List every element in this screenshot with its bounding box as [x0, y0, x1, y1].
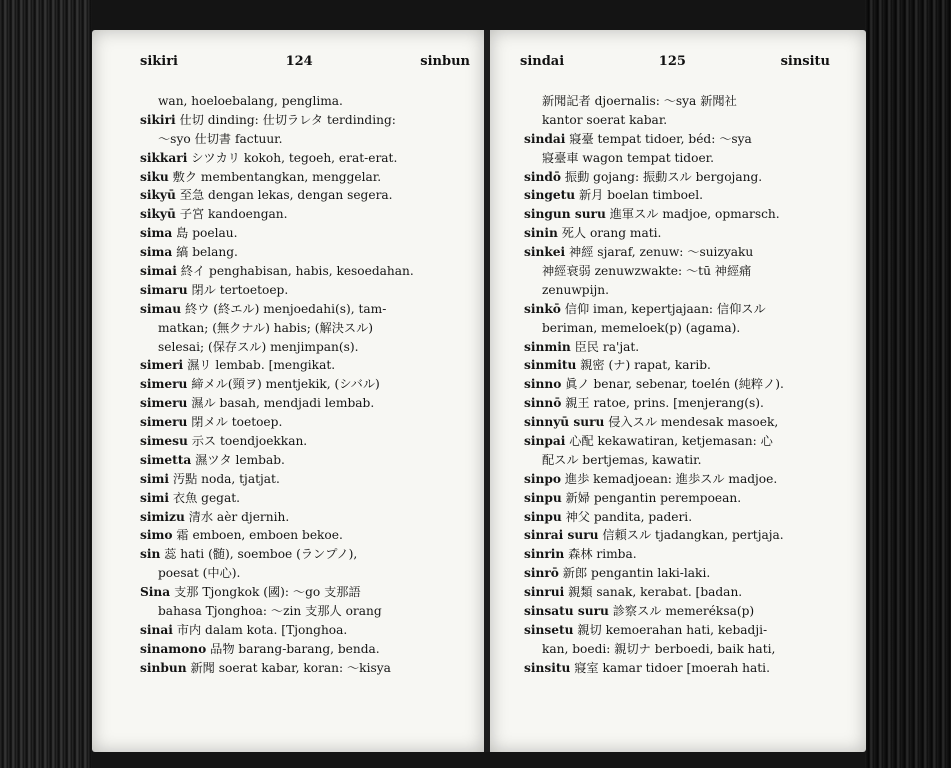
entry-headword: sin [140, 547, 161, 562]
dictionary-line [524, 356, 784, 375]
entry-headword: simai [140, 264, 177, 279]
entry-headword: sinai [140, 622, 173, 637]
entry-headword: sinmin [524, 339, 571, 354]
dictionary-line [140, 111, 414, 130]
right-guide-word-end: sinsitu [780, 54, 830, 69]
dictionary-line [140, 205, 414, 224]
entry-headword: sindō [524, 169, 562, 184]
entry-headword: simeri [140, 358, 184, 373]
entry-headword: sinbun [140, 660, 187, 675]
entry-definition: 閉ル tertoetoep. [187, 282, 289, 297]
entry-definition: 示ス toendjoekkan. [187, 434, 308, 449]
entry-definition: matkan; (無クナル) habis; (解決スル) [158, 320, 374, 335]
dictionary-line [524, 489, 784, 508]
entry-headword: sikkari [140, 150, 188, 165]
entry-definition: 心配 kekawatiran, ketjemasan: 心 [565, 434, 773, 449]
dictionary-line [524, 243, 784, 262]
entry-definition: 診察スル memeréksa(p) [608, 604, 755, 619]
entry-headword: simau [140, 301, 182, 316]
dictionary-line [140, 319, 414, 338]
dictionary-line [140, 659, 414, 678]
left-guide-word-start: sikiri [140, 54, 178, 69]
dictionary-line [524, 338, 784, 357]
entry-definition: 濕ツタ lembab. [191, 452, 285, 467]
entry-definition: 親王 ratoe, prins. [menjerang(s). [561, 396, 764, 411]
dictionary-line [524, 583, 784, 602]
dictionary-line [140, 489, 414, 508]
entry-headword: sinnyū suru [524, 415, 605, 430]
dictionary-line [140, 602, 414, 621]
dictionary-line [140, 262, 414, 281]
entry-definition: 信仰 iman, kepertjajaan: 信仰スル [560, 301, 766, 316]
right-page-number: 125 [658, 54, 686, 69]
entry-definition: 縞 belang. [172, 245, 238, 260]
entry-headword: sinpu [524, 490, 562, 505]
dictionary-line [524, 526, 784, 545]
entry-headword: simizu [140, 509, 185, 524]
dictionary-line [524, 413, 784, 432]
dictionary-line [140, 583, 414, 602]
entry-headword: siku [140, 169, 169, 184]
entry-definition: 終ウ (終エル) menjoedahi(s), tam- [181, 301, 387, 316]
entry-headword: Sina [140, 585, 171, 600]
entry-definition: 衣魚 gegat. [169, 490, 241, 505]
left-page [92, 30, 484, 752]
entry-definition: wan, hoeloebalang, penglima. [158, 94, 343, 108]
entry-definition: zenuwpijn. [542, 282, 609, 297]
entry-definition: 神經 sjaraf, zenuw: ～suizyaku [565, 245, 754, 260]
entry-headword: sikyū [140, 188, 176, 203]
entry-definition: 親切 kemoerahan hati, kebadji- [573, 622, 768, 637]
left-guide-word-end: sinbun [420, 54, 470, 69]
entry-definition: 至急 dengan lekas, dengan segera. [175, 188, 393, 203]
entry-definition: 新聞記者 djoernalis: ～sya 新聞社 [542, 94, 737, 108]
entry-headword: sinsitu [524, 660, 571, 675]
entry-headword: sinrai suru [524, 528, 599, 543]
dictionary-line [140, 338, 414, 357]
dictionary-line [524, 224, 784, 243]
entry-headword: sinsetu [524, 622, 574, 637]
entry-headword: simo [140, 528, 173, 543]
entry-definition: 締メル(頸ヲ) mentjekik, (シバル) [187, 377, 380, 392]
entry-definition: 振動 gojang: 振動スル bergojang. [561, 169, 763, 184]
entry-definition: 新郎 pengantin laki-laki. [558, 566, 711, 581]
entry-headword: sinkō [524, 301, 561, 316]
entry-definition: 敷ク membentangkan, menggelar. [168, 169, 382, 184]
entry-headword: sikiri [140, 112, 176, 127]
entry-headword: sinno [524, 377, 562, 392]
entry-headword: sinkei [524, 245, 566, 260]
dictionary-line [140, 640, 414, 659]
entry-definition: 閉メル toetoep. [187, 415, 283, 430]
entry-definition: 進軍スル madjoe, opmarsch. [605, 207, 780, 222]
entry-headword: simi [140, 471, 170, 486]
entry-definition: 寢臺車 wagon tempat tidoer. [542, 150, 715, 165]
entry-definition: 配スル bertjemas, kawatir. [542, 452, 702, 467]
entry-definition: 島 poelau. [172, 226, 238, 241]
entry-definition: kan, boedi: 親切ナ berboedi, baik hati, [542, 641, 776, 656]
dictionary-line [140, 281, 414, 300]
entry-definition: poesat (中心). [158, 566, 241, 581]
dictionary-line [524, 659, 784, 678]
entry-definition: ～syo 仕切書 factuur. [158, 131, 283, 146]
entry-headword: sinmitu [524, 358, 577, 373]
entry-definition: 新婦 pengantin perempoean. [561, 490, 742, 505]
dictionary-line [140, 92, 414, 111]
entry-headword: simi [140, 490, 170, 505]
left-page-header [140, 54, 470, 69]
entry-definition: 汚點 noda, tjatjat. [169, 471, 280, 486]
entry-headword: sikyū [140, 207, 176, 222]
entry-headword: sindai [524, 131, 566, 146]
dictionary-line [524, 640, 784, 659]
left-page-number: 124 [285, 54, 313, 69]
dictionary-line [524, 300, 784, 319]
dictionary-line [524, 602, 784, 621]
entry-definition: シツカリ kokoh, tegoeh, erat-erat. [187, 150, 398, 165]
entry-definition: 寢室 kamar tidoer [moerah hati. [570, 660, 770, 675]
dictionary-line [140, 243, 414, 262]
entry-headword: simaru [140, 282, 188, 297]
entry-definition: 神經衰弱 zenuwzwakte: ～tū 神經痛 [542, 264, 752, 279]
entry-definition: 子宮 kandoengan. [175, 207, 288, 222]
dictionary-line [140, 545, 414, 564]
entry-definition: 進歩 kemadjoean: 進歩スル madjoe. [561, 471, 778, 486]
dictionary-line [524, 130, 784, 149]
entry-definition: 侵入スル mendesak masoek, [604, 415, 779, 430]
entry-definition: 新月 boelan timboel. [575, 188, 703, 203]
entry-definition: 神父 pandita, paderi. [561, 509, 693, 524]
dictionary-line [524, 432, 784, 451]
dictionary-line [524, 168, 784, 187]
dictionary-line [140, 130, 414, 149]
entry-headword: sinrin [524, 547, 565, 562]
entry-headword: simeru [140, 377, 188, 392]
dictionary-line [140, 168, 414, 187]
dictionary-line [524, 545, 784, 564]
dictionary-line [140, 621, 414, 640]
entry-definition: 親類 sanak, kerabat. [badan. [564, 585, 743, 600]
entry-headword: sima [140, 245, 173, 260]
entry-headword: sinrui [524, 585, 565, 600]
entry-definition: beriman, memeloek(p) (agama). [542, 320, 741, 335]
entry-headword: simeru [140, 396, 188, 411]
left-entries [140, 92, 414, 678]
entry-headword: sinsatu suru [524, 604, 609, 619]
entry-definition: 清水 aèr djernih. [184, 509, 290, 524]
entry-headword: simeru [140, 415, 188, 430]
dictionary-line [140, 356, 414, 375]
dictionary-line [140, 394, 414, 413]
entry-headword: sinpo [524, 471, 562, 486]
entry-definition: 新聞 soerat kabar, koran: ～kisya [186, 660, 391, 675]
entry-definition: 霜 emboen, emboen bekoe. [172, 528, 343, 543]
dictionary-line [524, 451, 784, 470]
entry-definition: selesai; (保存スル) menjimpan(s). [158, 339, 359, 354]
entry-definition: 蕊 hati (髄), soemboe (ランプノ), [160, 547, 358, 562]
right-page [490, 30, 866, 752]
book-edge-right [865, 0, 951, 768]
dictionary-line [524, 394, 784, 413]
entry-definition: 仕切 dinding: 仕切ラレタ terdinding: [175, 112, 396, 127]
entry-definition: 終イ penghabisan, habis, kesoedahan. [176, 264, 414, 279]
entry-headword: sinamono [140, 641, 207, 656]
entry-headword: simetta [140, 452, 192, 467]
entry-definition: 眞ノ benar, sebenar, toelén (純粹ノ). [561, 377, 784, 392]
entry-definition: 濕ル basah, mendjadi lembab. [187, 396, 375, 411]
dictionary-line [524, 149, 784, 168]
entry-definition: 濕リ lembab. [mengikat. [183, 358, 336, 373]
dictionary-line [140, 432, 414, 451]
entry-definition: 支那 Tjongkok (國): ～go 支那語 [170, 585, 361, 600]
right-entries [524, 92, 784, 678]
entry-definition: 信頼スル tjadangkan, pertjaja. [598, 528, 784, 543]
entry-headword: sinnō [524, 396, 562, 411]
dictionary-line [524, 375, 784, 394]
entry-headword: sinpai [524, 434, 566, 449]
dictionary-line [524, 205, 784, 224]
entry-headword: sima [140, 226, 173, 241]
entry-headword: sinrō [524, 566, 559, 581]
dictionary-line [524, 186, 784, 205]
dictionary-line [140, 375, 414, 394]
entry-headword: singetu [524, 188, 576, 203]
dictionary-line [140, 526, 414, 545]
dictionary-line [524, 262, 784, 281]
entry-definition: 森林 rimba. [564, 547, 637, 562]
dictionary-line [140, 508, 414, 527]
dictionary-line [140, 224, 414, 243]
dictionary-line [524, 92, 784, 111]
entry-headword: sinpu [524, 509, 562, 524]
entry-headword: simesu [140, 434, 188, 449]
entry-headword: sinin [524, 226, 558, 241]
dictionary-line [140, 451, 414, 470]
entry-definition: kantor soerat kabar. [542, 112, 668, 127]
entry-definition: 市内 dalam kota. [Tjonghoa. [172, 622, 348, 637]
book-edge-left [0, 0, 92, 768]
dictionary-line [140, 470, 414, 489]
entry-definition: 寢臺 tempat tidoer, béd: ～sya [565, 131, 752, 146]
dictionary-line [524, 281, 784, 300]
dictionary-line [140, 149, 414, 168]
entry-definition: 品物 barang-barang, benda. [206, 641, 380, 656]
right-guide-word-start: sindai [520, 54, 565, 69]
dictionary-line [524, 470, 784, 489]
dictionary-line [524, 111, 784, 130]
entry-definition: 臣民 ra'jat. [570, 339, 640, 354]
dictionary-line [524, 319, 784, 338]
dictionary-line [140, 564, 414, 583]
dictionary-line [140, 186, 414, 205]
dictionary-line [524, 508, 784, 527]
dictionary-line [140, 300, 414, 319]
right-page-header [520, 54, 830, 69]
entry-definition: bahasa Tjonghoa: ～zin 支那人 orang [158, 604, 382, 619]
entry-definition: 死人 orang mati. [557, 226, 662, 241]
entry-definition: 親密 (ナ) rapat, karib. [576, 358, 711, 373]
entry-headword: singun suru [524, 207, 606, 222]
dictionary-line [524, 564, 784, 583]
dictionary-line [524, 621, 784, 640]
dictionary-line [140, 413, 414, 432]
